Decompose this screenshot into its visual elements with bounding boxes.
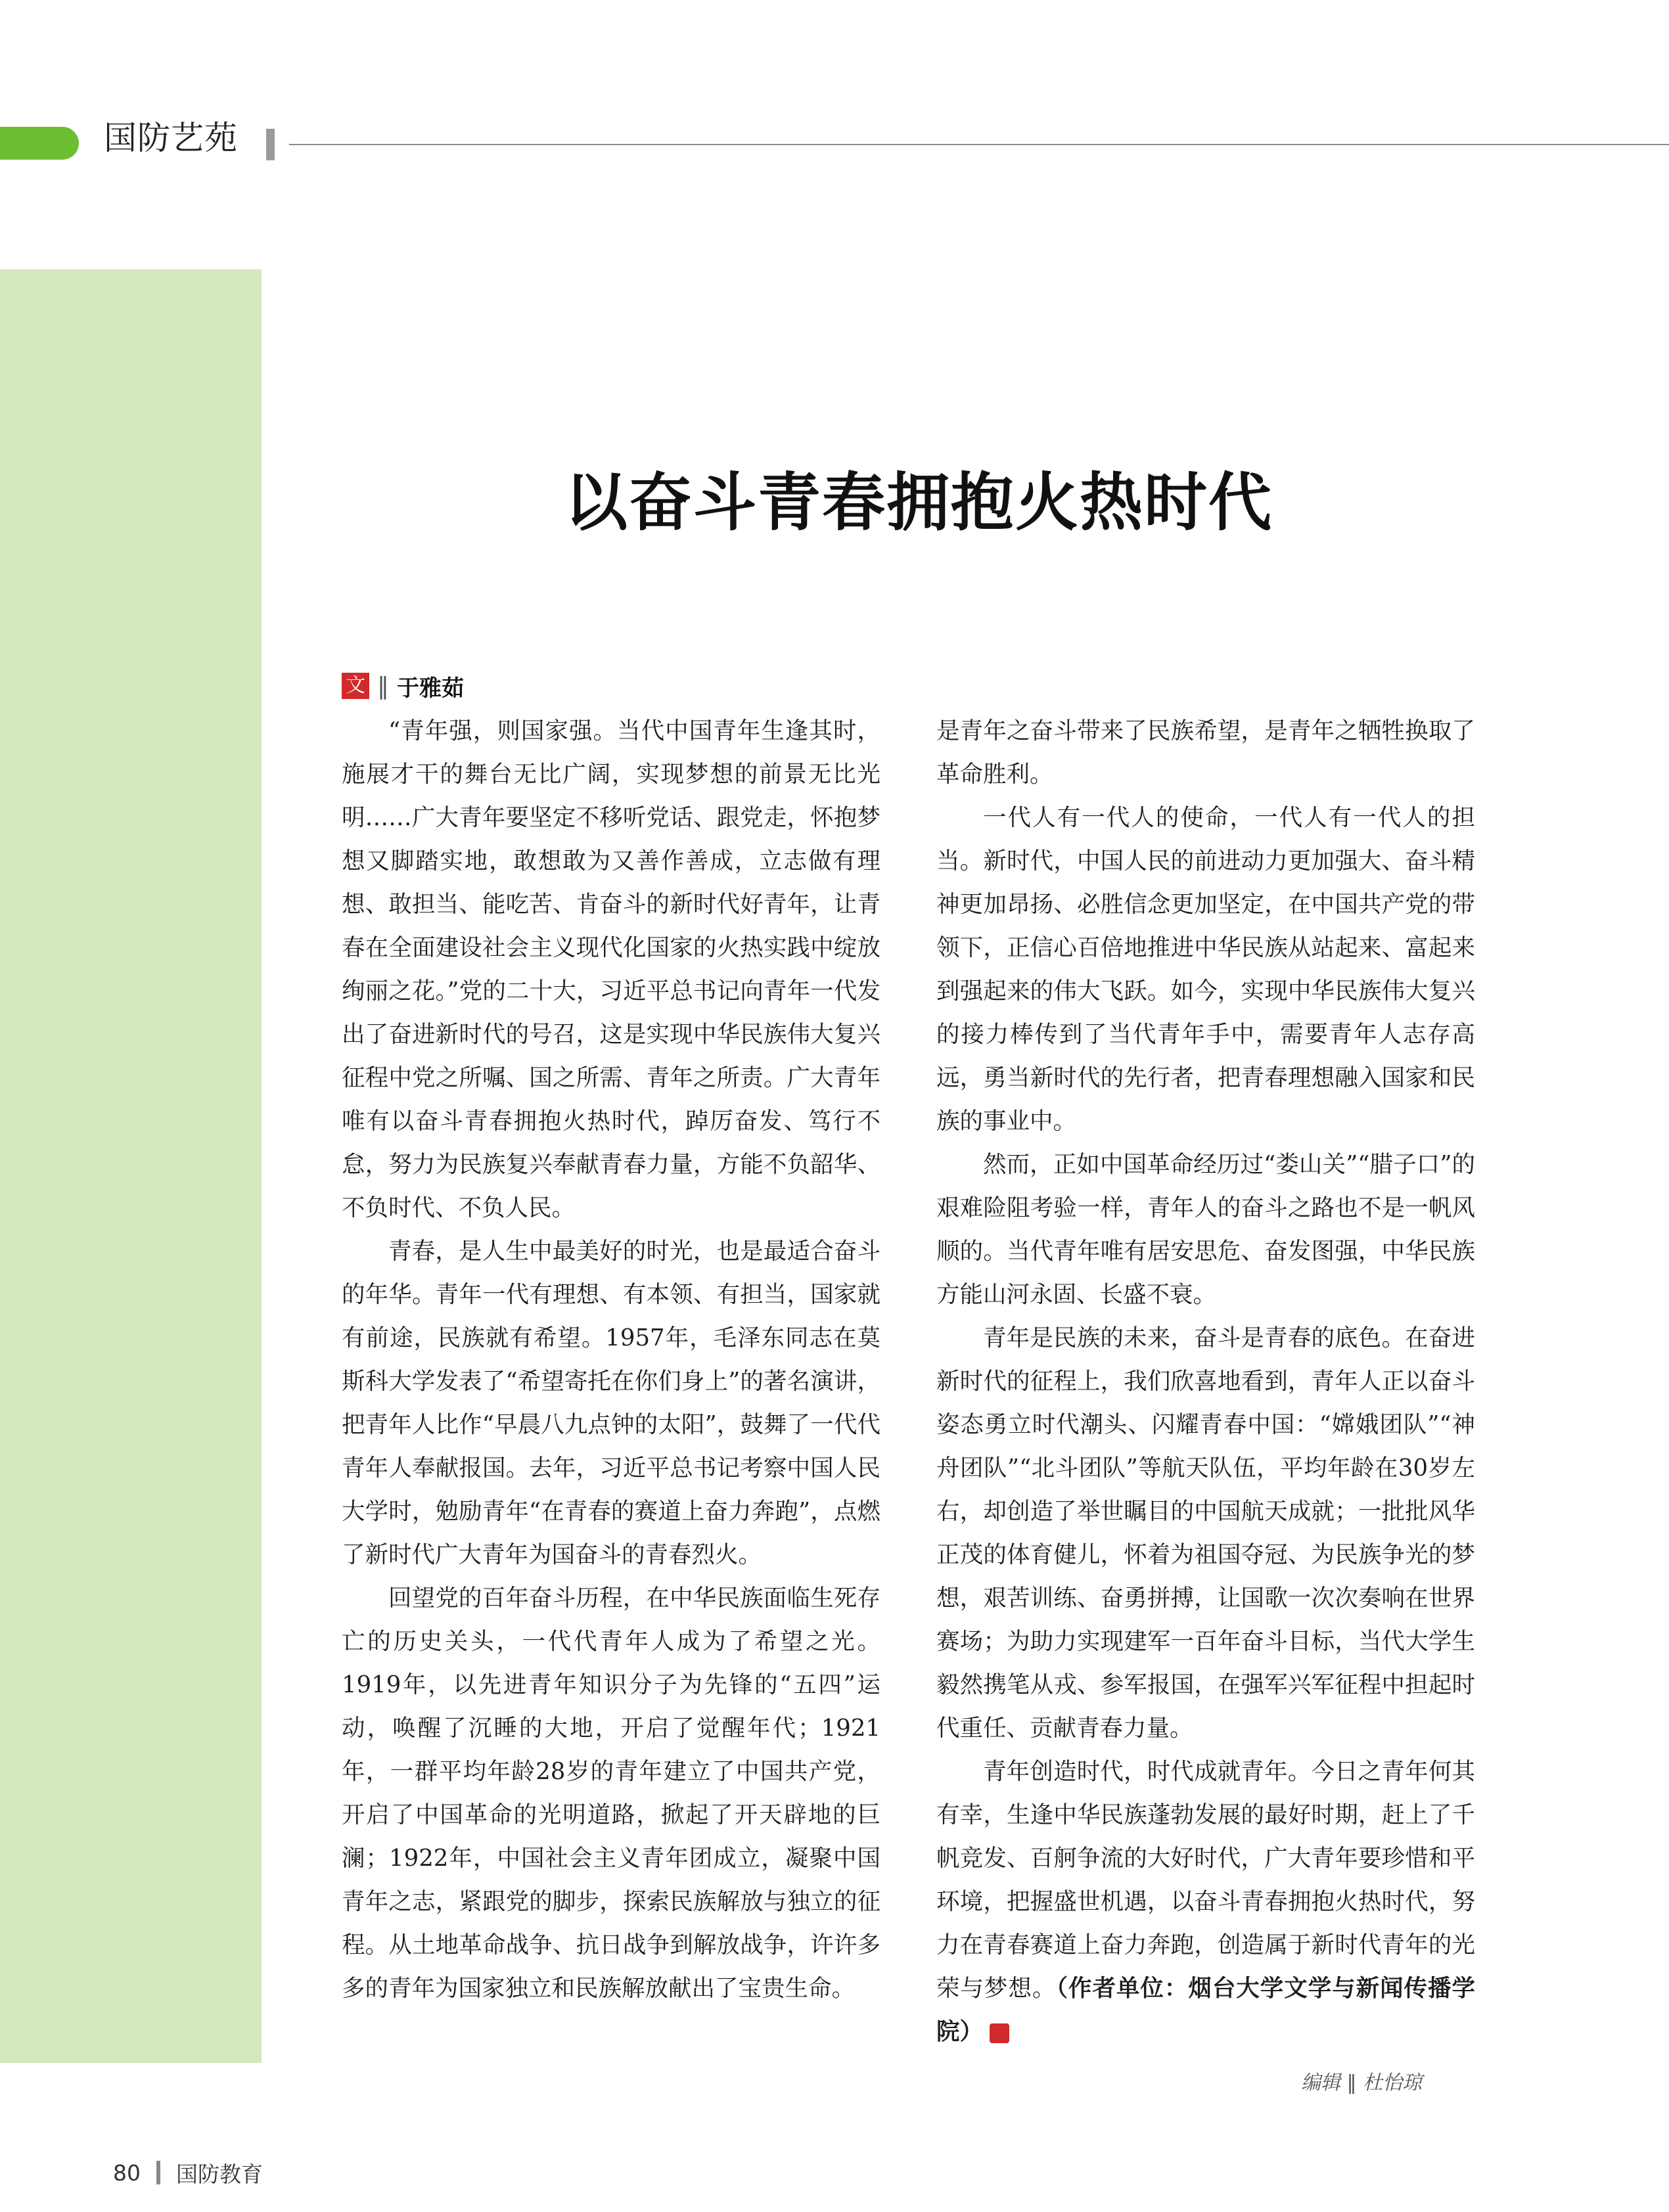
editor-credit: 编辑 ‖ 杜怡琼 — [1301, 2071, 1423, 2094]
paragraph: 青春，是人生中最美好的时光，也是最适合奋斗的年华。青年一代有理想、有本领、有担当，国家就有前途，民族就有希望。1957年，毛泽东同志在莫斯科大学发表了“希望寄托在你们身上”的著名演讲，把青年人比作“早晨八九点钟的太阳”，鼓舞了一代代青年人奉献报国。去年，习近平总书记考察中国人民大学时，勉励青年“在青春的赛道上奋力奔跑”，点燃了新时代广大青年为国奋斗的青春烈火。 — [342, 1238, 880, 1568]
paragraph: “青年强，则国家强。当代中国青年生逢其时，施展才干的舞台无比广阔，实现梦想的前景无比光明……广大青年要坚定不移听党话、跟党走，怀抱梦想又脚踏实地，敢想敢为又善作善成，立志做有理想、敢担当、能吃苦、肯奋斗的新时代好青年，让青春在全面建设社会主义现代化国家的火热实践中绽放绚丽之花。”党的二十大，习近平总书记向青年一代发出了奋进新时代的号召，这是实现中华民族伟大复兴征程中党之所嘱、国之所需、青年之所责。广大青年唯有以奋斗青春拥抱火热时代，踔厉奋发、笃行不怠，努力为民族复兴奉献青春力量，方能不负韶华、不负时代、不负人民。 — [342, 717, 880, 1221]
final-paragraph-text: 青年创造时代，时代成就青年。今日之青年何其有幸，生逢中华民族蓬勃发展的最好时期，赶上了千帆竞发、百舸争流的大好时代，广大青年要珍惜和平环境，把握盛世机遇，以奋斗青春拥抱火热时代，努力在青春赛道上奋力奔跑，创造属于新时代青年的光荣与梦想。 — [936, 1758, 1475, 2002]
article-column-left — [342, 710, 880, 2010]
byline — [342, 670, 464, 702]
section-title: 国防艺苑 — [104, 119, 238, 157]
header-rule — [289, 144, 1669, 145]
section-tab-marker — [0, 127, 79, 160]
byline-badge: 文 — [342, 673, 369, 699]
paragraph: 然而，正如中国革命经历过“娄山关”“腊子口”的艰难险阻考验一样，青年人的奋斗之路也不是一帆风顺的。当代青年唯有居安思危、奋发图强，中华民族方能山河永固、长盛不衰。 — [936, 1151, 1475, 1308]
page-footer — [113, 2156, 263, 2189]
end-mark-icon: G — [990, 2023, 1009, 2043]
paragraph-continuation: 是青年之奋斗带来了民族希望，是青年之牺牲换取了革命胜利。 — [936, 717, 1475, 788]
article-title: 以奋斗青春拥抱火热时代 — [564, 466, 1273, 539]
footer-divider — [156, 2161, 160, 2184]
byline-separator: ‖ — [377, 672, 389, 700]
section-divider-bar — [266, 129, 275, 160]
paragraph-final — [936, 1750, 1475, 2054]
author-unit: （作者单位：烟台大学文学与新闻传播学院） — [936, 1975, 1475, 2045]
paragraph: 回望党的百年奋斗历程，在中华民族面临生死存亡的历史关头，一代代青年人成为了希望之光。1919年，以先进青年知识分子为先锋的“五四”运动，唤醒了沉睡的大地，开启了觉醒年代；1921年，一群平均年龄28岁的青年建立了中国共产党，开启了中国革命的光明道路，掀起了开天辟地的巨澜；1922年，中国社会主义青年团成立，凝聚中国青年之志，紧跟党的脚步，探索民族解放与独立的征程。从土地革命战争、抗日战争到解放战争，许许多多的青年为国家独立和民族解放献出了宝贵生命。 — [342, 1585, 880, 2002]
page-number: 80 — [113, 2159, 141, 2186]
magazine-name: 国防教育 — [176, 2161, 263, 2187]
article-column-right — [936, 710, 1475, 2054]
paragraph: 一代人有一代人的使命，一代人有一代人的担当。新时代，中国人民的前进动力更加强大、奋斗精神更加昂扬、必胜信念更加坚定，在中国共产党的带领下，正信心百倍地推进中华民族从站起来、富起来到强起来的伟大飞跃。如今，实现中华民族伟大复兴的接力棒传到了当代青年手中，需要青年人志存高远，勇当新时代的先行者，把青春理想融入国家和民族的事业中。 — [936, 804, 1475, 1135]
paragraph: 青年是民族的未来，奋斗是青春的底色。在奋进新时代的征程上，我们欣喜地看到，青年人正以奋斗姿态勇立时代潮头、闪耀青春中国：“嫦娥团队”“神舟团队”“北斗团队”等航天队伍，平均年龄在30岁左右，却创造了举世瞩目的中国航天成就；一批批风华正茂的体育健儿，怀着为祖国夺冠、为民族争光的梦想，艰苦训练、奋勇拼搏，让国歌一次次奏响在世界赛场；为助力实现建军一百年奋斗目标，当代大学生毅然携笔从戎、参军报国，在强军兴军征程中担起时代重任、贡献青春力量。 — [936, 1324, 1475, 1742]
author-name: 于雅茹 — [397, 675, 464, 702]
decorative-side-band — [0, 269, 262, 2063]
